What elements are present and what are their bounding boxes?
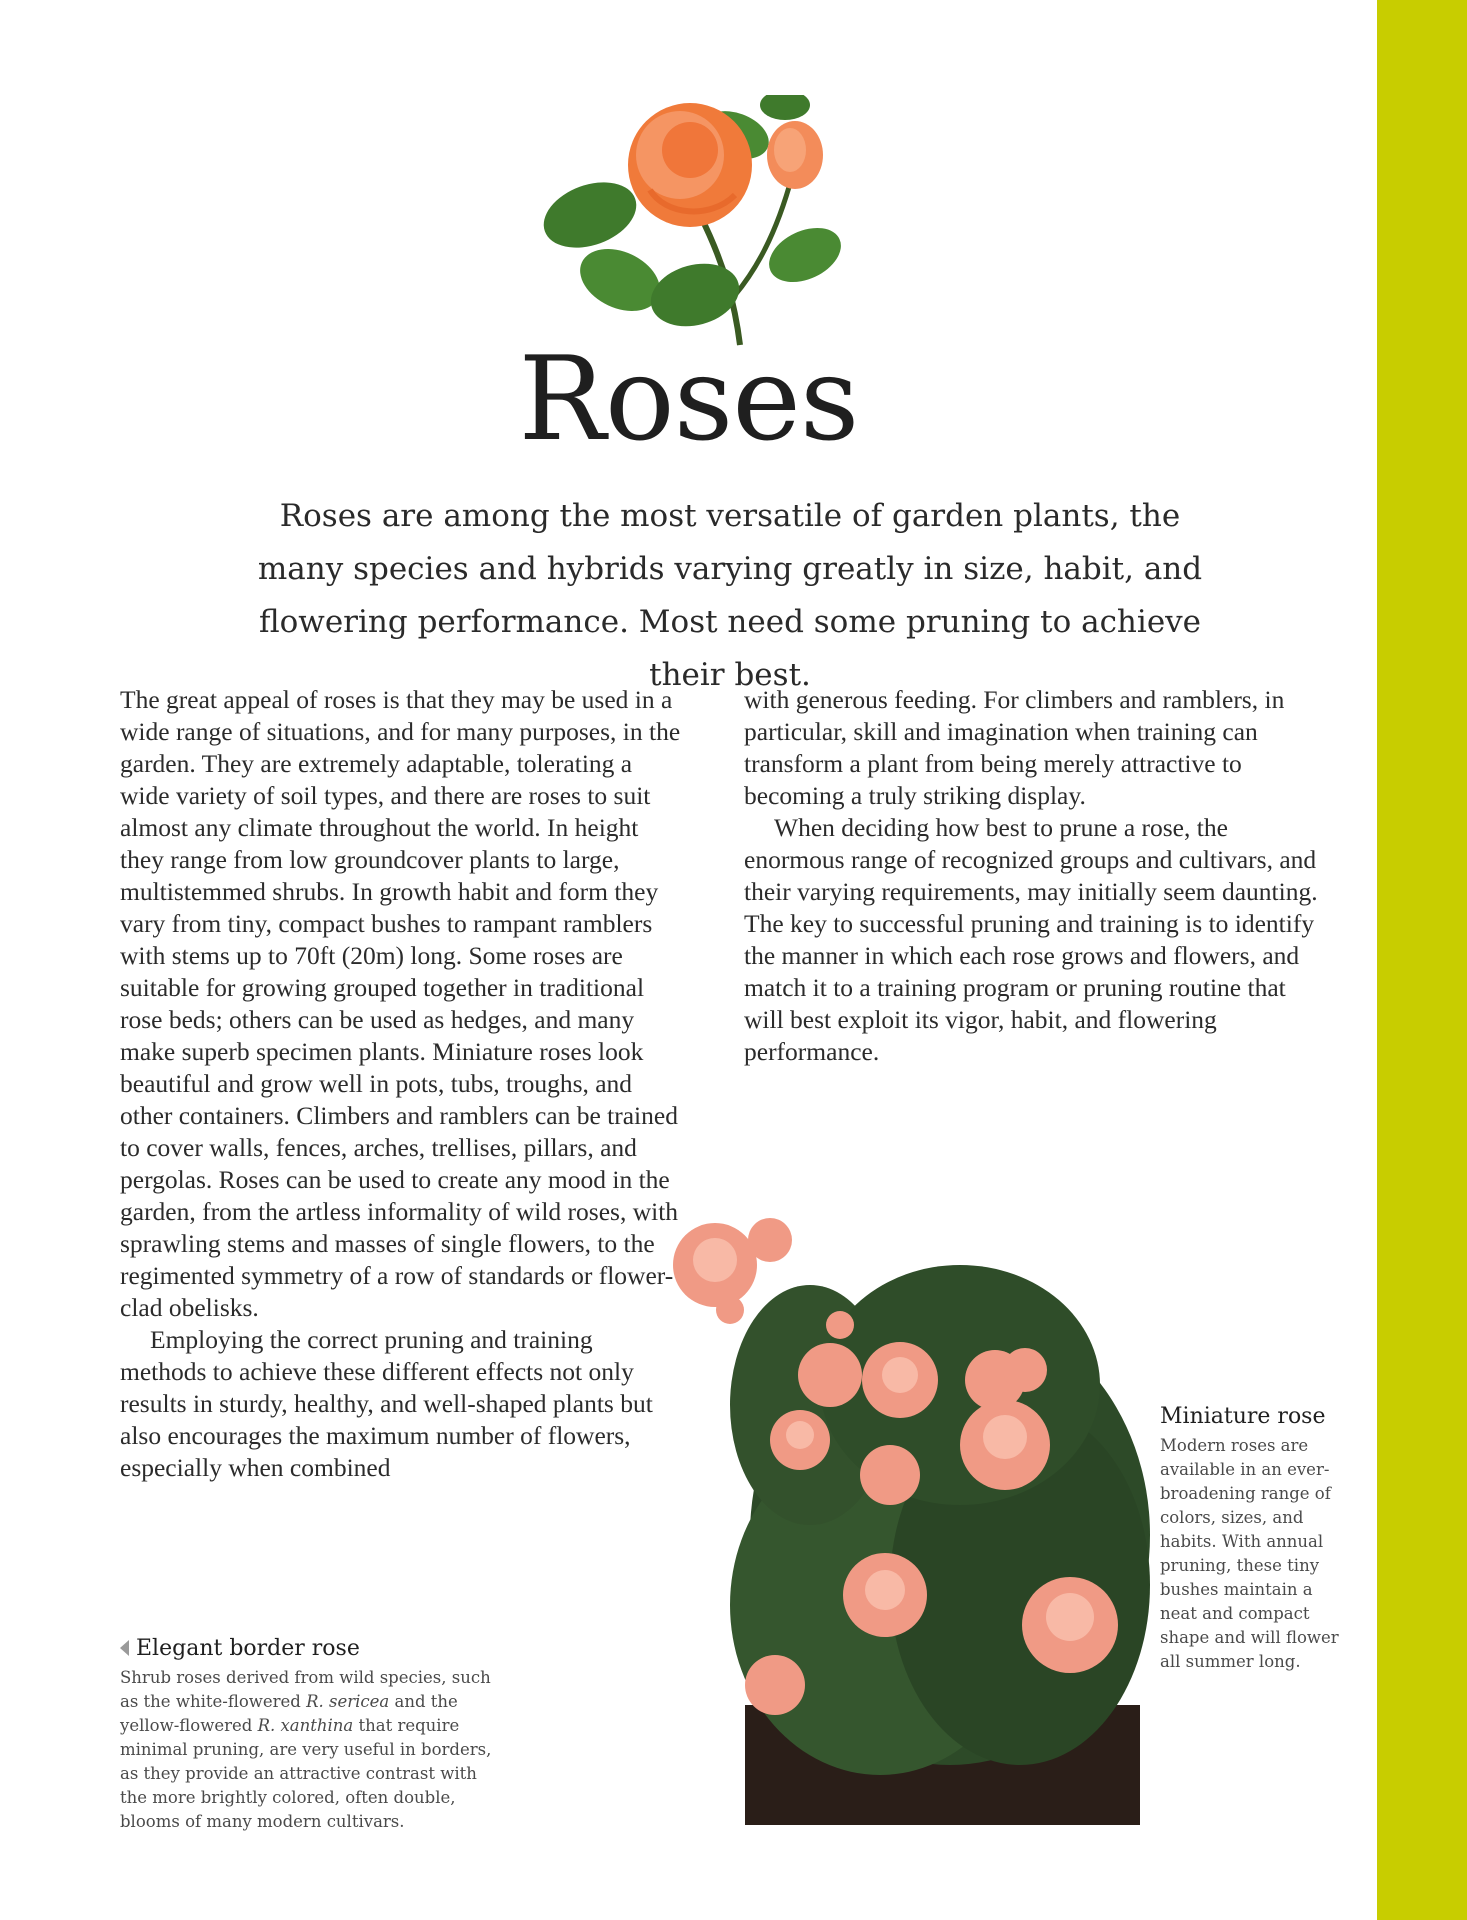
body-paragraph: When deciding how best to prune a rose, the enormous range of recognized groups and cultivars, and their varying requirements, may initially seem daunting. The key to successful pruning and training is to identify the manner in which each rose grows and flowers, and match it to a training program or pruning routine that will best exploit its vigor, habit, and flowering performance. bbox=[744, 813, 1318, 1066]
body-column-left bbox=[120, 684, 685, 1484]
rose-illustration bbox=[540, 95, 880, 355]
caption-text-part: that require minimal pruning, are very useful in borders, as they provide an attractive contrast with the more brightly colored, often double, blooms of many modern cultivars. bbox=[120, 1716, 492, 1831]
triangle-left-icon bbox=[120, 1640, 129, 1656]
species-name: R. sericea bbox=[306, 1692, 390, 1711]
caption-title-row bbox=[120, 1636, 500, 1662]
caption-text: Modern roses are available in an ever-broadening range of colors, sizes, and habits. With annual pruning, these tiny bushes maintain a neat and compact shape and will flower all summer long. bbox=[1160, 1436, 1339, 1671]
intro-paragraph: Roses are among the most versatile of garden plants, the many species and hybrids varying greatly in size, habit, and flowering performance. Most need some pruning to achieve their best. bbox=[257, 498, 1203, 693]
miniature-rose-photo bbox=[660, 1205, 1160, 1825]
caption-text-part: and the yellow-flowered bbox=[120, 1692, 458, 1735]
caption-title: Miniature rose bbox=[1160, 1404, 1326, 1429]
caption-text-part: Shrub roses derived from wild species, such as the white-flowered bbox=[120, 1668, 491, 1711]
species-name: R. xanthina bbox=[257, 1716, 354, 1735]
caption-text bbox=[120, 1666, 500, 1834]
caption-title: Elegant border rose bbox=[136, 1636, 360, 1661]
body-paragraph: The great appeal of roses is that they may be used in a wide range of situations, and for many purposes, in the garden. They are extremely adaptable, tolerating a wide variety of soil types, and there are roses to suit almost any climate throughout the world. In height they range from low groundcover plants to large, multistemmed shrubs. In growth habit and form they vary from tiny, compact bushes to rampant ramblers with stems up to 70ft (20m) long. Some roses are suitable for growing grouped together in traditional rose beds; others can be used as hedges, and many make superb specimen plants. Miniature roses look beautiful and grow well in pots, tubs, troughs, and other containers. Climbers and ramblers can be trained to cover walls, fences, arches, trellises, pillars, and pergolas. Roses can be used to create any mood in the garden, from the artless informality of wild roses, with sprawling stems and masses of single flowers, to the regimented symmetry of a row of standards or flower-clad obelisks. bbox=[120, 685, 681, 1322]
page-title: Roses bbox=[518, 332, 859, 467]
body-column-right bbox=[744, 684, 1319, 1068]
side-accent-bar bbox=[1377, 0, 1467, 1920]
body-paragraph: with generous feeding. For climbers and ramblers, in particular, skill and imagination when training can transform a plant from being merely attractive to becoming a truly striking display. bbox=[744, 685, 1285, 810]
body-paragraph: Employing the correct pruning and training methods to achieve these different effects not only results in sturdy, healthy, and well-shaped plants but also encourages the maximum number of flowers, especially when combined bbox=[120, 1325, 653, 1482]
caption-border-rose bbox=[120, 1636, 500, 1834]
caption-miniature-rose bbox=[1160, 1404, 1345, 1674]
